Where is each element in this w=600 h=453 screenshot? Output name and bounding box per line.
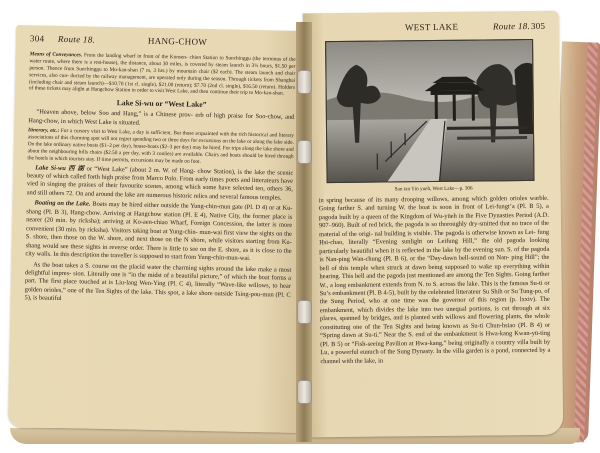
conveyances-label: Means of Conveyances. bbox=[29, 51, 83, 59]
west-lake-photo bbox=[325, 39, 534, 183]
right-running-head bbox=[317, 21, 547, 37]
left-page-content bbox=[10, 25, 308, 309]
binding-clip bbox=[297, 300, 312, 324]
left-page-number: 304 bbox=[29, 33, 45, 44]
boating-label: Boating on the Lake. bbox=[34, 199, 91, 208]
lake-label: Lake Si-wu 西 湖 bbox=[35, 163, 85, 172]
photo-caption: San tan Yin yueh, West Lake—p. 306 bbox=[394, 185, 473, 193]
boating-text: Boats may be hired either outside the Yung-chin-mun gate (Pl. D 4) or at Ku-shang (Pl. B 3), Hang-chow. Arriving at Hangchow station (Pl. E 4), Native City, the former place is nearer (20 min. by ricksha); arriving at Ko-aen-chiao Wharf, Foreign Concession, the latter is more convenient (30 min. by ricksha). Visitors taking boat at Yung-chin- mun-wai first view the sights on the S. shore, then those on the W. shore, and next those on the N shore, while visitors starting from Ku-shang would see these sights in reverse order. There is little to see on the E. shore, as it is close to the city walls. In this description the traveller is supposed to start from Yung-chin-mun-wai. bbox=[25, 200, 293, 263]
photo-illustration bbox=[326, 40, 533, 182]
boating-paragraph bbox=[25, 200, 292, 265]
binding-clip bbox=[297, 70, 312, 94]
itinerary-text: For a cursory visit to West Lake, a day is sufficient. But those acquainted with the rich historical and literary associations of this charming spot will not regret spending two or three days for excursions on the lake or along the lake side. On the lake ordinary native boats ($1–2 per day), house-boats ($2–3 per day) may be hired. For trips along the lake shore and about the neighbouring hills chairs ($2.50 a per day, with 3 coolies) are available. Chairs and boats should be hired through the hotels in which tourists stay. If time permits, excursions may be made on foot. bbox=[27, 128, 295, 165]
right-page bbox=[303, 11, 563, 438]
conveyances-paragraph bbox=[29, 51, 296, 98]
conveyances-text: From the landing wharf in front of the Konsen- chien Station to Sunchinggu (the terminus of the water route, where there is a rest-house), the distance, about 30 miles, is covered by steam launch in 3½ hours, $1.50 per person. Thence from Sunchinggu to Mo-kan-shan (7 m, 3 hrs.) by mountain chair ($2 each). The steam launch and chair services, also con- ducted by the railway management, are operated only during the season. Through tickets from Shanghai (including chair and steam launch)—$10.70 (1st cl. single), $21.00 (return); $7.70 (2nd cl. single), $16.50 (return). Holders of these tickets may alight at Hangchow Station in order to visit West Lake, and then continue their trip to Mo-kan-shan. bbox=[28, 52, 296, 97]
left-page bbox=[8, 25, 308, 433]
left-running-head bbox=[30, 33, 296, 53]
left-running-route: Route 18. bbox=[57, 33, 96, 45]
right-page-content bbox=[303, 11, 563, 367]
closing-paragraph: As the boat takes a S. course on the placid water the charming sights around the lake make a most delightful impres- sion. Literally one is “in the midst of a beautiful picture,” of which the boat forms a part. The first place touched at is Liu-lang Wen-Ying (Pl. C 4), literally “Wave-like willows, to hear golden orioles,” one of the Ten Sights of the lake. This spot, a lake shore outside Tsing-pou-mun (Pl. C 5), is beautiful bbox=[24, 260, 292, 303]
itinerary-label: Itinerary, etc.: bbox=[27, 127, 60, 135]
lake-paragraph bbox=[27, 164, 294, 203]
right-page-number: 305 bbox=[530, 20, 546, 31]
binding-clip bbox=[297, 140, 312, 164]
right-running-route: Route 18. bbox=[492, 20, 531, 32]
right-body-text: in spring because of its many drooping willows, among which golden orioles warble. Going farther S. and turning W. the boat is soon in front of Lei-fungt’a (Pl. B 5), a pagoda built by a queen of the Kingdom of Wu-yüeh in the Five Dynasties Period (A.D. 907–960). Built of red brick, the pagoda is so thoroughly dry-smitted that no trace of the material of the origi- nal building is visible. The pagoda is otherwise known as Lei- fung Hsi-chao, literally “Evening sunlight on Leifung Hill,” the old pagoda looking particularly beautiful when it is reflected in the lake by the evening sun. S. of the pagoda is Nan-ping Wan-chung (Pl. B 6), or the “Day-dawn bell-sound on Nan- ping Hill”; the bell of this temple when struck at dawn being supposed to wake up everything within hearing. This bell and the pagoda just mentioned are among the Ten Sights. Going farther W., a long embankment extends from N. to S. across the lake. This is the famous Su-ti or Su’s embankment (Pl. B 4-5), built by the celebrated litterateur Su Shih or Su Tung-po, of the Sung Period, who at one time was the governor of this region (p. lxxiv). The embankment, which divides the lake into two unequal portions, is cut through at six places, spanned by bridges, and is planted with willows and flowering plants, the whole constituting one of the Ten Sights and being known as Su-ti Chun-hsiao (Pl. B 4) or “Spring dawn at Su-ti.” Near the S. end of the embankment is Hwa-kang Kwan-yü-ting (Pl. B 5) or “Fish-seeing Pavilion at Hwa-kang,” being originally a country villa built by Lu, a powerful eunuch of the Sung Dynasty. In the villa garden is a pond, connected by a channel with the lake, in bbox=[318, 194, 551, 365]
section-heading: Lake Si-wu or “West Lake” bbox=[116, 98, 207, 110]
binding-clip bbox=[297, 380, 312, 404]
lake-text: or “West Lake” (about 2 m. W. of Hang- chow Station), is the lake the scenic beauty of which called forth high praise from Marco Polo. From early times poets and litterateurs have vied in singing the praises of their favourite scenes, among which some have selected ten, others 36, and still others 72. On and around the lake are numerous historic relics and several famous temples. bbox=[26, 165, 294, 202]
left-running-title: HANG-CHOW bbox=[147, 35, 208, 47]
right-running-title: WEST LAKE bbox=[404, 21, 459, 33]
itinerary-paragraph bbox=[27, 127, 294, 167]
proverb-paragraph: “Heaven above, below Soo and Hang,” is a Chinese prov- erb of high praise for Soo-chow, and Hang-chow, in which West Lake is situated. bbox=[28, 108, 295, 127]
page-edge-stripe bbox=[574, 42, 598, 442]
